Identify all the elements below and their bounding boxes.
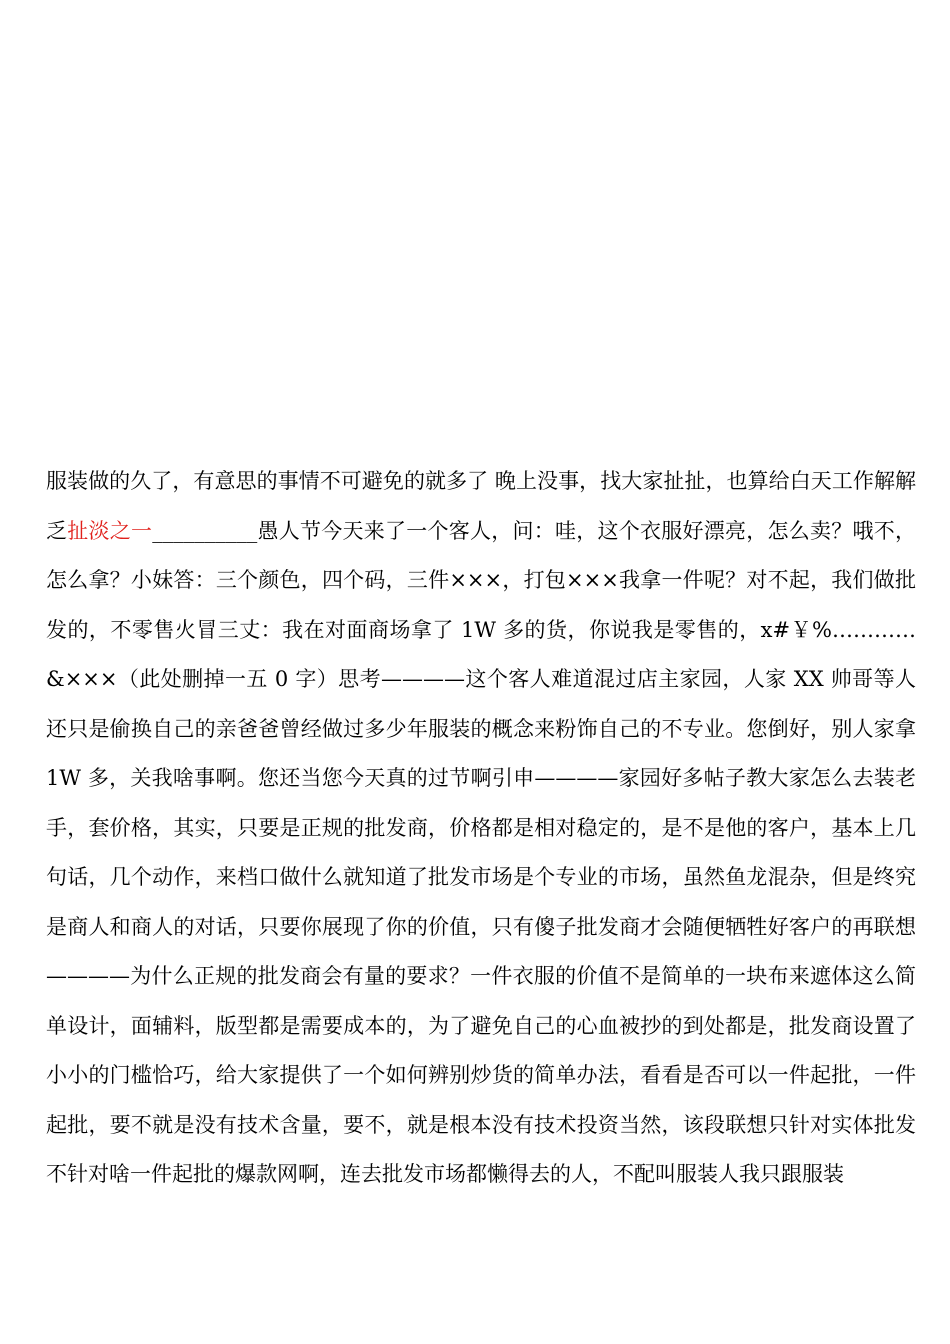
- paragraph-text-main: __________愚人节今天来了一个客人，问：哇，这个衣服好漂亮，怎么卖？哦不，怎么拿？小妹答：三个颜色，四个码，三件×××，打包×××我拿一件呢？对不起，我们做批发的，不零售火冒三丈：我在对面商场拿了 1W 多的货，你说我是零售的，x#￥%…………&×××（此处删掉一五 0 字）思考————这个客人难道混过店主家园，人家 XX 帅哥等人还只是偷换自己的亲爸爸曾经做过多少年服装的概念来粉饰自己的不专业。您倒好，别人家拿 1W 多，关我啥事啊。您还当您今天真的过节啊引申————家园好多帖子教大家怎么去装老手，套价格，其实，只要是正规的批发商，价格都是相对稳定的，是不是他的客户，基本上几句话，几个动作，来档口做什么就知道了批发市场是个专业的市场，虽然鱼龙混杂，但是终究是商人和商人的对话，只要你展现了你的价值，只有傻子批发商才会随便牺牲好客户的再联想————为什么正规的批发商会有量的要求？一件衣服的价值不是简单的一块布来遮体这么简单设计，面辅料，版型都是需要成本的，为了避免自己的心血被抄的到处都是，批发商设置了小小的门槛恰巧，给大家提供了一个如何辨别炒货的简单办法，看看是否可以一件起批，一件起批，要不就是没有技术含量，要不，就是根本没有技术投资当然，该段联想只针对实体批发不针对啥一件起批的爆款网啊，连去批发市场都懒得去的人，不配叫服装人我只跟服装: [46, 518, 916, 1186]
- paragraph-text-intro: 服装做的久了，有意思的事情不可避免的就多了 晚上没事，找大家扯扯，也算给白天工作解解乏: [46, 469, 916, 543]
- highlighted-heading: 扯淡之一: [67, 518, 153, 543]
- body-paragraph: [46, 457, 916, 1200]
